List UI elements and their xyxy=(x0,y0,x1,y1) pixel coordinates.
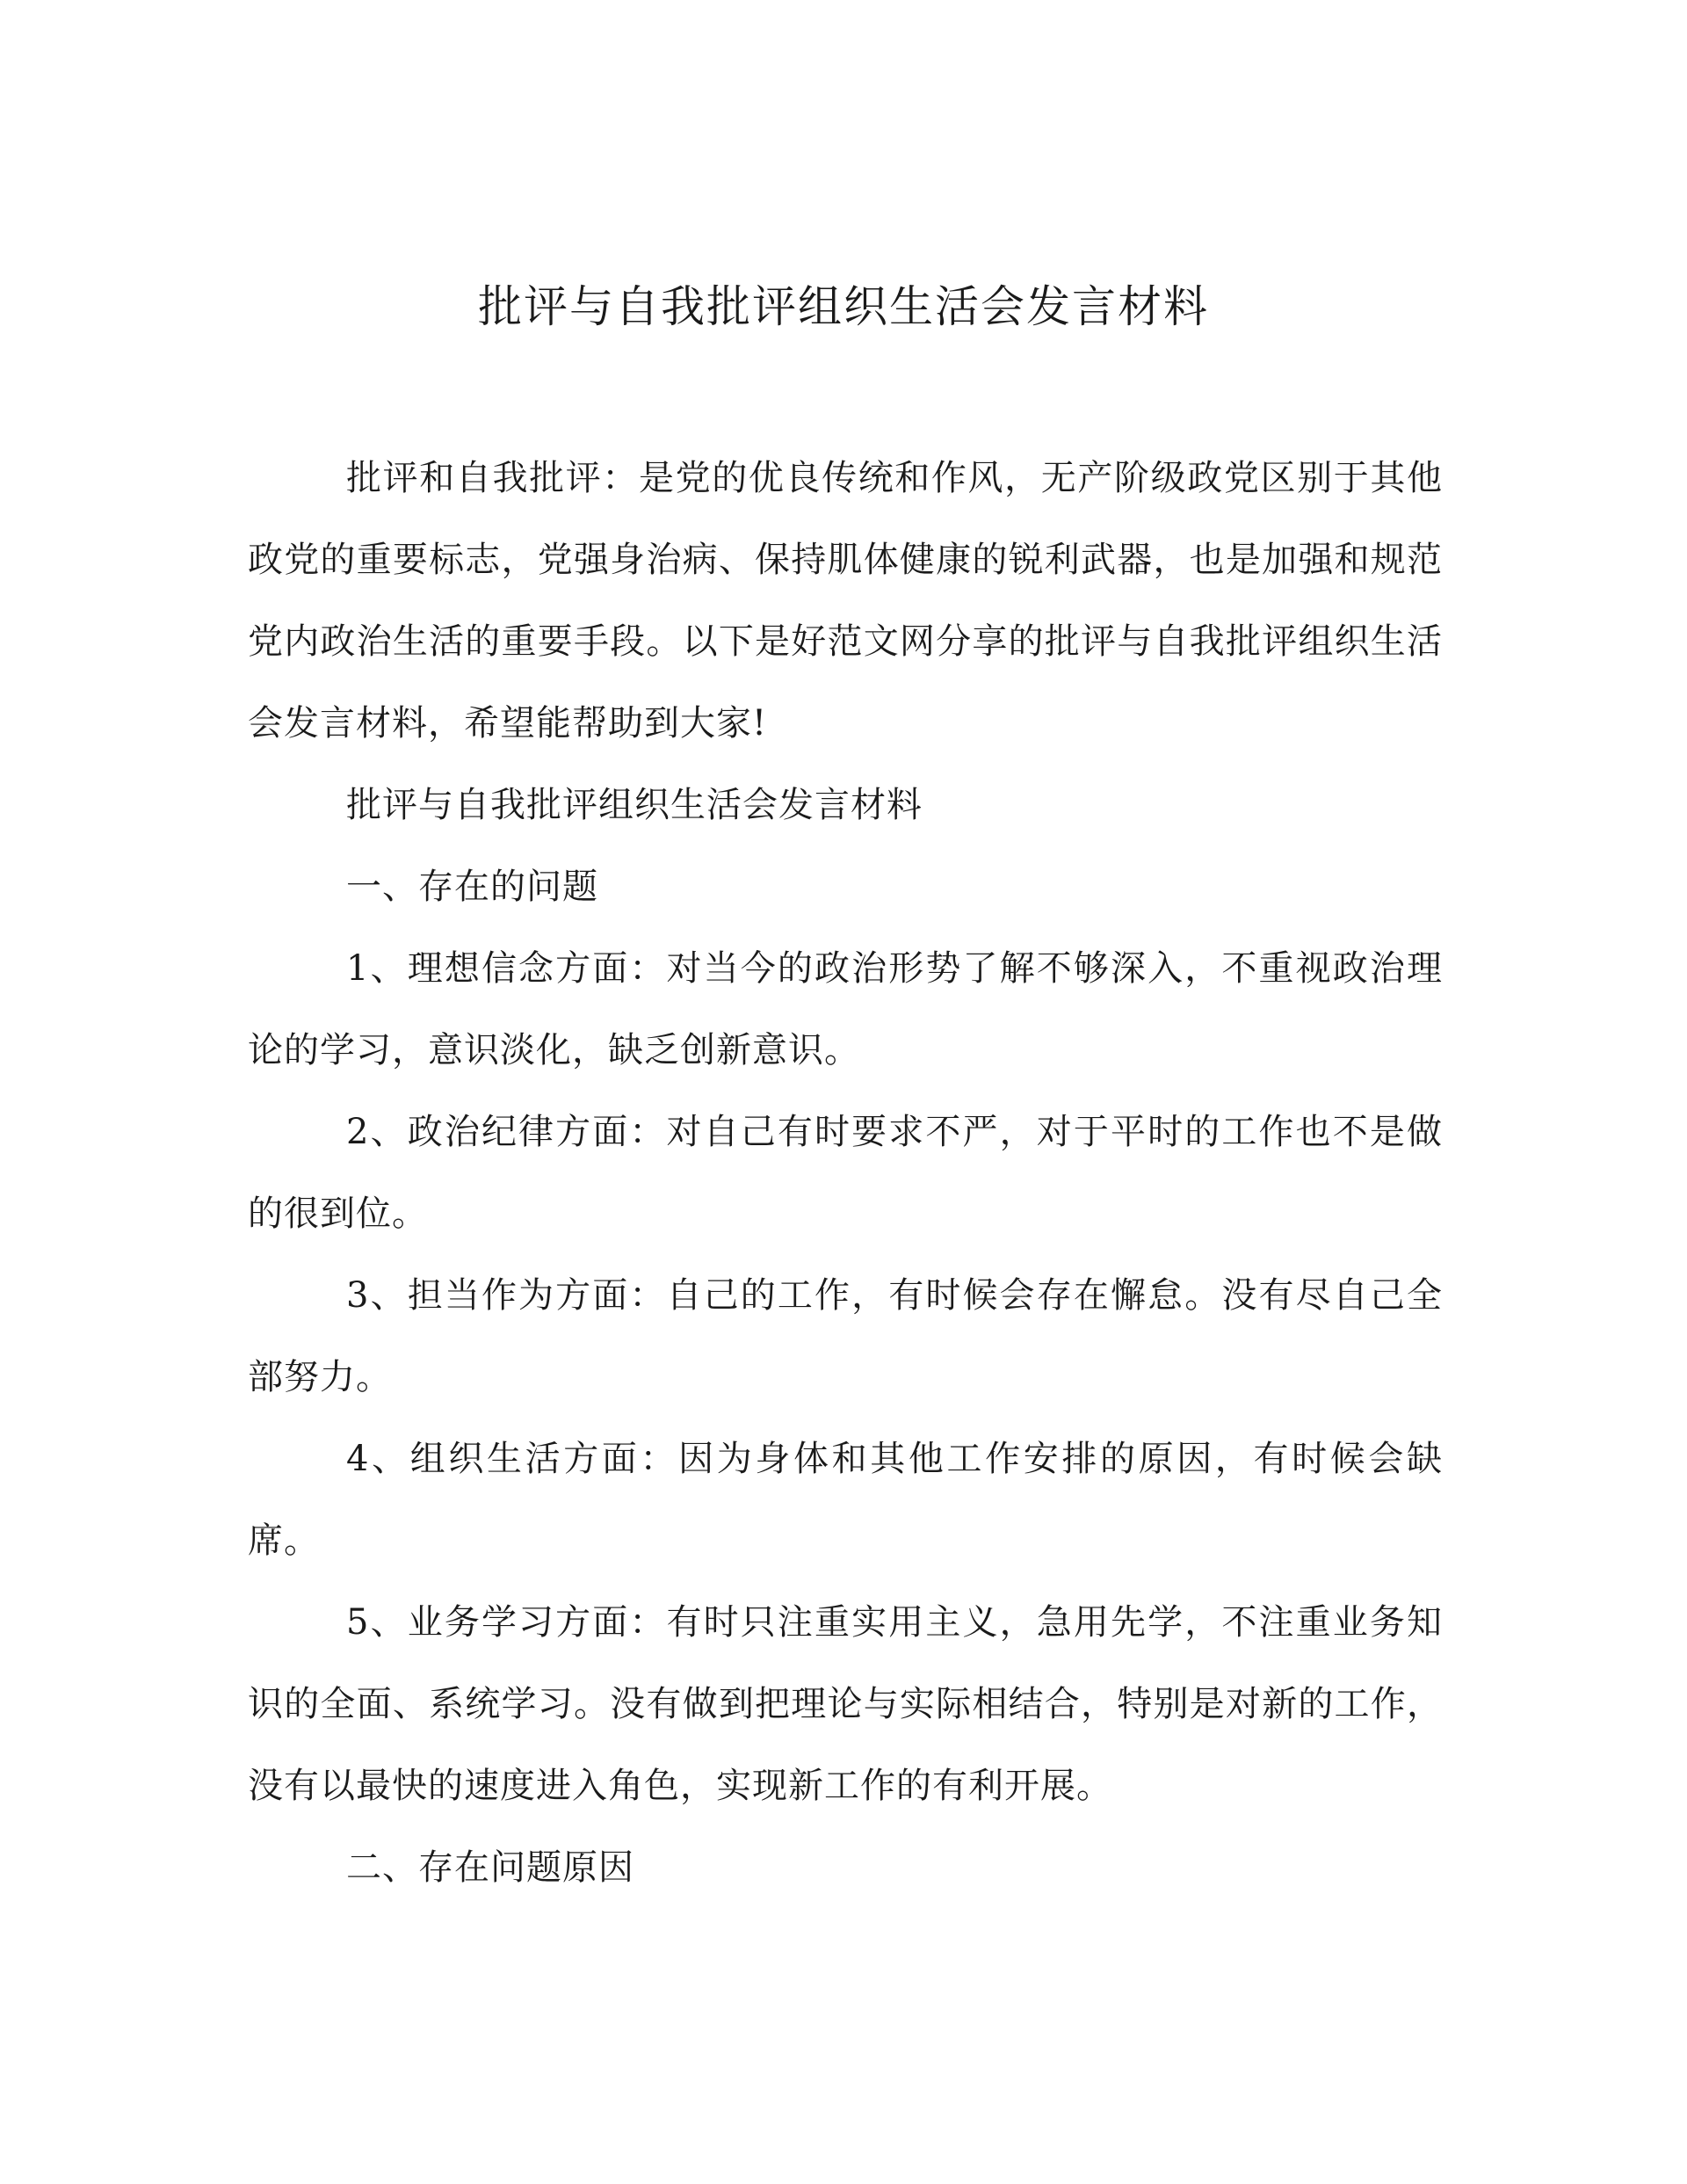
document-title: 批评与自我批评组织生活会发言材料 xyxy=(478,281,1209,332)
problem-item-3: 3、担当作为方面：自己的工作，有时候会存在懈怠。没有尽自己全部努力。 xyxy=(248,1275,1443,1397)
problem-item-1: 1、理想信念方面：对当今的政治形势了解不够深入，不重视政治理论的学习，意识淡化，缺乏创新意识。 xyxy=(248,948,1443,1070)
problem-item-5: 5、业务学习方面：有时只注重实用主义，急用先学，不注重业务知识的全面、系统学习。没有做到把理论与实际相结合，特别是对新的工作，没有以最快的速度进入角色，实现新工作的有利开展。 xyxy=(248,1602,1443,1806)
section-heading-causes: 二、存在问题原因 xyxy=(346,1847,634,1888)
section-heading-problems: 一、存在的问题 xyxy=(346,867,598,907)
document-body xyxy=(248,438,1443,1909)
problem-item-2: 2、政治纪律方面：对自己有时要求不严，对于平时的工作也不是做的很到位。 xyxy=(248,1112,1443,1234)
intro-paragraph: 批评和自我批评：是党的优良传统和作风，无产阶级政党区别于其他政党的重要标志，党强身治病、保持肌体健康的锐利武器，也是加强和规范党内政治生活的重要手段。以下是好范文网分享的批评与自我批评组织生活会发言材料，希望能帮助到大家! xyxy=(248,458,1443,744)
subtitle-paragraph: 批评与自我批评组织生活会发言材料 xyxy=(346,785,923,825)
problem-item-4: 4、组织生活方面：因为身体和其他工作安排的原因，有时候会缺席。 xyxy=(248,1439,1443,1561)
